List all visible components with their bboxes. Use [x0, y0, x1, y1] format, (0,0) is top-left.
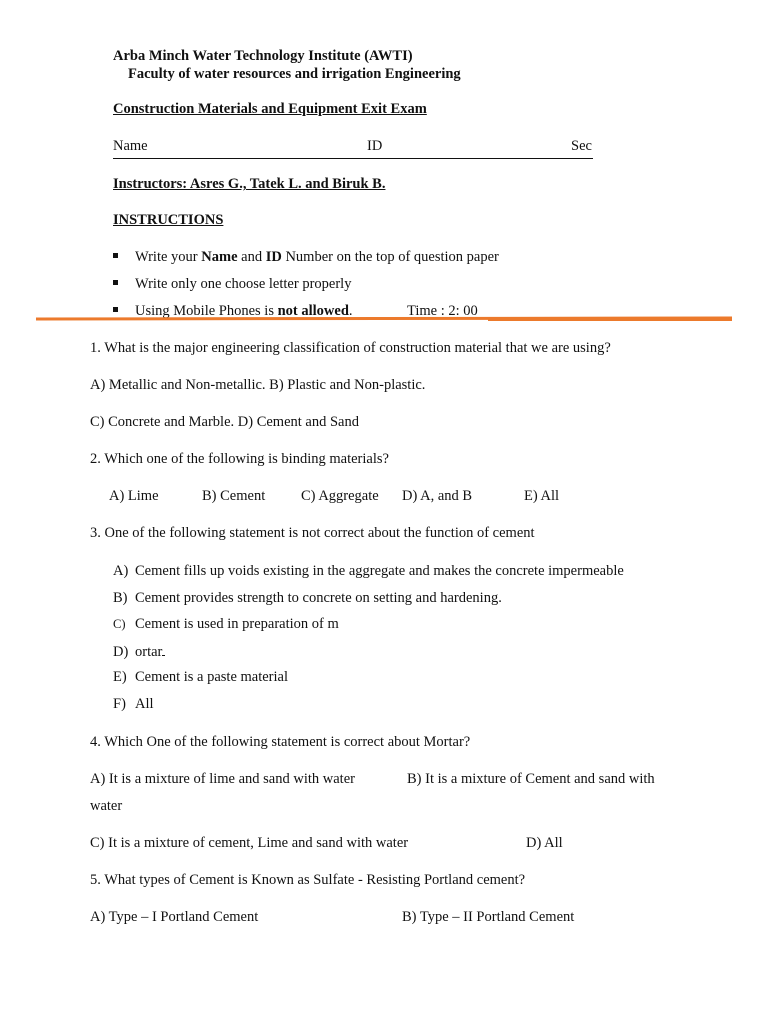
instruction-item: Using Mobile Phones is not allowed. [113, 303, 353, 320]
question-3-option: F) All [113, 696, 154, 712]
instructions-heading: INSTRUCTIONS [113, 212, 224, 228]
question-5: 5. What types of Cement is Known as Sulfate - Resisting Portland cement? [90, 872, 526, 888]
institute-name: Arba Minch Water Technology Institute (AWTI) [113, 48, 413, 64]
instruction-item: Write your Name and ID Number on the top of question paper [113, 249, 499, 266]
bullet-square-icon [113, 307, 118, 312]
question-4-option-d: D) All [526, 835, 563, 851]
question-1: 1. What is the major engineering classification of construction material that we are using? [90, 340, 611, 356]
id-label: ID [367, 138, 383, 154]
question-4: 4. Which One of the following statement is correct about Mortar? [90, 734, 471, 750]
question-3-option: B) Cement provides strength to concrete on setting and hardening. [113, 590, 502, 606]
question-2-option-e: E) All [524, 488, 560, 504]
faculty-name: Faculty of water resources and irrigation Engineering [128, 66, 461, 82]
question-2-option-a: A) Lime [109, 488, 159, 504]
separator-line-right [488, 317, 732, 321]
sec-label: Sec [571, 138, 592, 154]
question-3-option: E) Cement is a paste material [113, 669, 289, 685]
question-1-options-ab: A) Metallic and Non-metallic. B) Plastic and Non-plastic. [90, 377, 426, 393]
exam-title: Construction Materials and Equipment Exit Exam [113, 101, 427, 117]
bullet-square-icon [113, 280, 118, 285]
question-2-option-d: D) A, and B [402, 488, 473, 504]
question-4-option-c: C) It is a mixture of cement, Lime and sand with water [90, 835, 409, 851]
name-label: Name [113, 138, 148, 154]
bullet-square-icon [113, 253, 118, 258]
question-4-option-a: A) It is a mixture of lime and sand with water [90, 771, 355, 787]
time-limit: Time : 2: 00 [407, 303, 478, 319]
question-2-option-b: B) Cement [202, 488, 266, 504]
instruction-item: Write only one choose letter properly [113, 276, 351, 293]
name-id-sec-line [113, 138, 593, 159]
question-3: 3. One of the following statement is not correct about the function of cement [90, 525, 535, 541]
question-2: 2. Which one of the following is binding materials? [90, 451, 389, 467]
question-5-option-a: A) Type – I Portland Cement [90, 909, 259, 925]
instructors: Instructors: Asres G., Tatek L. and Biruk B. [113, 176, 386, 192]
question-4-option-b: B) It is a mixture of Cement and sand with [407, 771, 655, 787]
question-4-option-b-continued: water [90, 798, 123, 814]
question-3-option: D) ortar [113, 643, 165, 661]
question-5-option-b: B) Type – II Portland Cement [402, 909, 575, 925]
question-3-option: C) Cement is used in preparation of m [113, 616, 339, 632]
question-2-option-c: C) Aggregate [301, 488, 379, 504]
question-3-option: A) Cement fills up voids existing in the aggregate and makes the concrete impermeable [113, 563, 624, 579]
question-1-options-cd: C) Concrete and Marble. D) Cement and Sand [90, 414, 359, 430]
